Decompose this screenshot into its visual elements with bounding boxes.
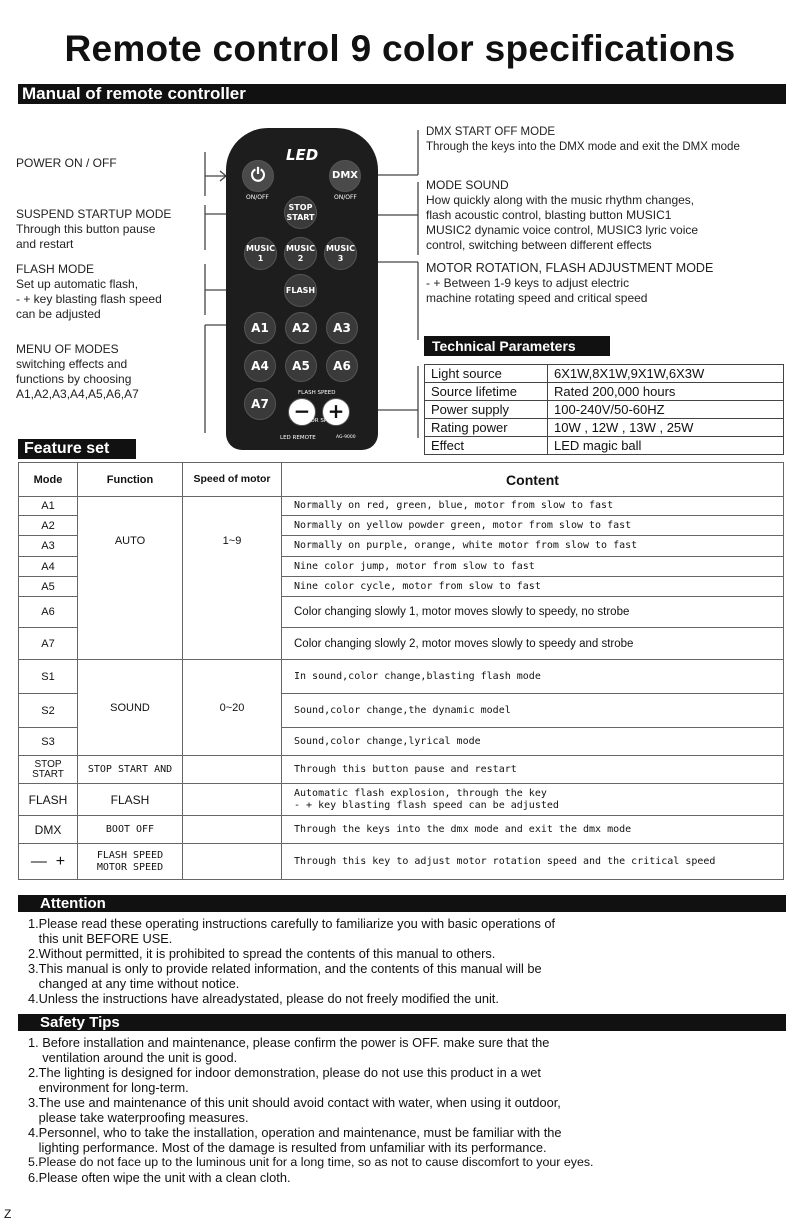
menu-line: functions by choosing	[16, 372, 132, 386]
flash-title: FLASH MODE	[16, 262, 95, 276]
list-item: ventilation around the unit is good.	[28, 1050, 238, 1065]
table-row	[425, 437, 784, 455]
list-item: 4.Unless the instructions have alreadystated, please do not freely modified the unit.	[28, 991, 499, 1006]
content-cell: Automatic flash explosion, through the key - + key blasting flash speed can be adjusted	[282, 784, 784, 816]
a5-button[interactable]: A5	[285, 350, 317, 382]
list-item: 4.Personnel, who to take the installation, operation and maintenance, must be familiar with the	[28, 1125, 562, 1140]
tech-table	[424, 364, 784, 455]
motor-line: - + Between 1-9 keys to adjust electric	[426, 276, 630, 290]
table-row	[19, 660, 784, 694]
speed-cell	[183, 844, 282, 880]
minus-button[interactable]: −	[288, 398, 316, 426]
flash-line: Set up automatic flash,	[16, 277, 139, 291]
tech-key: Source lifetime	[425, 383, 548, 401]
list-item: 3.The use and maintenance of this unit should avoid contact with water, when using it outdoor,	[28, 1095, 561, 1110]
tech-value: LED magic ball	[548, 437, 784, 455]
a3-button[interactable]: A3	[326, 312, 358, 344]
table-row	[425, 365, 784, 383]
suspend-title: SUSPEND STARTUP MODE	[16, 207, 172, 221]
tech-key: Power supply	[425, 401, 548, 419]
list-item: this unit BEFORE USE.	[28, 931, 173, 946]
list-item: 6.Please often wipe the unit with a clean cloth.	[28, 1170, 291, 1185]
sound-line: How quickly along with the music rhythm changes,	[426, 193, 695, 207]
dmx-text: Through the keys into the DMX mode and exit the DMX mode	[426, 141, 740, 153]
power-label: POWER ON / OFF	[16, 156, 117, 170]
speed-cell	[183, 784, 282, 816]
sound-line: control, switching between different effects	[426, 238, 652, 252]
motor-title: MOTOR ROTATION, FLASH ADJUSTMENT MODE	[426, 261, 714, 275]
function-cell: STOP START AND	[78, 756, 183, 784]
plus-button[interactable]: +	[322, 398, 350, 426]
dmx-button[interactable]: DMX	[329, 160, 361, 192]
tech-value: Rated 200,000 hours	[548, 383, 784, 401]
function-cell: FLASH SPEED MOTOR SPEED	[78, 844, 183, 880]
column-header: Mode	[19, 463, 78, 497]
content-cell: Color changing slowly 2, motor moves slowly to speedy and strobe	[282, 628, 784, 660]
mode-cell: — +	[19, 844, 78, 880]
column-header: Function	[78, 463, 183, 497]
tech-key: Rating power	[425, 419, 548, 437]
page-title: Remote control 9 color specifications	[64, 28, 736, 69]
table-row	[425, 401, 784, 419]
remote-footer-right: AG-9000	[336, 435, 356, 440]
mode-cell: A2	[19, 516, 78, 536]
suspend-label	[16, 207, 171, 252]
corner-mark: Z	[4, 1207, 12, 1221]
function-cell: SOUND	[78, 660, 183, 756]
mode-cell: A7	[19, 628, 78, 660]
remote-footer-left: LED REMOTE	[280, 435, 316, 441]
list-item: 3.This manual is only to provide related information, and the contents of this manual will be	[28, 961, 542, 976]
list-item: 5.Please do not face up to the luminous unit for a long time, so as not to cause discomfort to your eyes.	[28, 1155, 594, 1169]
attention-header: Attention	[18, 895, 786, 912]
table-row	[19, 756, 784, 784]
flash-line: - + key blasting flash speed	[16, 292, 162, 306]
content-cell: Through this key to adjust motor rotation speed and the critical speed	[282, 844, 784, 880]
speed-cell: 1~9	[183, 497, 282, 660]
flash-label	[16, 262, 162, 322]
list-item: 1. Before installation and maintenance, please confirm the power is OFF. make sure that the	[28, 1035, 550, 1050]
safety-list	[28, 1035, 798, 1185]
content-cell: In sound,color change,blasting flash mode	[282, 660, 784, 694]
tech-value: 10W , 12W , 13W , 25W	[548, 419, 784, 437]
mode-cell: A6	[19, 597, 78, 628]
flash-speed-text: FLASH SPEED	[298, 390, 336, 396]
content-cell: Through this button pause and restart	[282, 756, 784, 784]
music2-button[interactable]	[284, 237, 317, 270]
stop-text: STOP	[288, 203, 313, 212]
tech-header: Technical Parameters	[424, 336, 610, 356]
a7-button[interactable]: A7	[244, 388, 276, 420]
mode-cell: A4	[19, 557, 78, 577]
tech-value: 6X1W,8X1W,9X1W,6X3W	[548, 365, 784, 383]
motor-line: machine rotating speed and critical speed	[426, 291, 648, 305]
dmx-label	[426, 125, 740, 155]
list-item: environment for long-term.	[28, 1080, 189, 1095]
tech-value: 100-240V/50-60HZ	[548, 401, 784, 419]
safety-header: Safety Tips	[18, 1014, 786, 1031]
remote-brand: LED	[286, 146, 319, 164]
sound-label	[426, 178, 698, 253]
stop-start-button[interactable]	[284, 196, 317, 229]
mode-cell: A1	[19, 497, 78, 516]
motor-label	[426, 261, 713, 306]
suspend-line: Through this button pause	[16, 222, 156, 236]
content-cell: Through the keys into the dmx mode and exit the dmx mode	[282, 816, 784, 844]
table-row	[19, 816, 784, 844]
a6-button[interactable]: A6	[326, 350, 358, 382]
sound-title: MODE SOUND	[426, 178, 509, 192]
list-item: lighting performance. Most of the damage is resulted from unfamiliar with its performance.	[28, 1140, 547, 1155]
list-item: 2.Without permitted, it is prohibited to spread the contents of this manual to others.	[28, 946, 496, 961]
mode-cell: A5	[19, 577, 78, 597]
table-header-row	[19, 463, 784, 497]
music1-num: 1	[257, 254, 264, 263]
content-cell: Color changing slowly 1, motor moves slowly to speedy, no strobe	[282, 597, 784, 628]
mode-cell: S2	[19, 694, 78, 728]
music1-text: MUSIC	[245, 244, 276, 253]
mode-cell: A3	[19, 536, 78, 557]
function-cell: FLASH	[78, 784, 183, 816]
content-cell: Normally on red, green, blue, motor from slow to fast	[282, 497, 784, 516]
column-header: Content	[282, 463, 784, 497]
mode-cell: S3	[19, 728, 78, 756]
power-button[interactable]: ⏻	[242, 160, 274, 192]
mode-cell: FLASH	[19, 784, 78, 816]
music2-num: 2	[297, 254, 304, 263]
music1-button[interactable]	[244, 237, 277, 270]
table-row	[425, 419, 784, 437]
content-cell: Nine color jump, motor from slow to fast	[282, 557, 784, 577]
motor-speed-text: MOTOR SPEED	[298, 418, 339, 424]
mode-cell: STOP START	[19, 756, 78, 784]
music3-text: MUSIC	[325, 244, 356, 253]
content-cell: Normally on yellow powder green, motor from slow to fast	[282, 516, 784, 536]
a4-button[interactable]: A4	[244, 350, 276, 382]
music2-text: MUSIC	[285, 244, 316, 253]
music3-button[interactable]	[324, 237, 357, 270]
content-cell: Nine color cycle, motor from slow to fast	[282, 577, 784, 597]
attention-list	[28, 916, 798, 1006]
table-row	[19, 497, 784, 516]
feature-table	[18, 462, 784, 880]
suspend-line: and restart	[16, 237, 74, 251]
list-item: 2.The lighting is designed for indoor demonstration, please do not use this product in a wet	[28, 1065, 541, 1080]
column-header: Speed of motor	[183, 463, 282, 497]
sound-line: MUSIC2 dynamic voice control, MUSIC3 lyric voice	[426, 223, 699, 237]
music3-num: 3	[337, 254, 344, 263]
table-row	[425, 383, 784, 401]
table-row	[19, 784, 784, 816]
content-cell: Normally on purple, orange, white motor from slow to fast	[282, 536, 784, 557]
dmx-title: DMX START OFF MODE	[426, 126, 556, 138]
speed-cell: 0~20	[183, 660, 282, 756]
start-text: START	[286, 213, 315, 222]
menu-line: A1,A2,A3,A4,A5,A6,A7	[16, 387, 139, 401]
mode-cell: S1	[19, 660, 78, 694]
menu-line: switching effects and	[16, 357, 128, 371]
menu-line: MENU OF MODES	[16, 342, 119, 356]
remote-control	[226, 128, 378, 450]
mode-cell: DMX	[19, 816, 78, 844]
content-cell: Sound,color change,lyrical mode	[282, 728, 784, 756]
a1-button[interactable]: A1	[244, 312, 276, 344]
manual-section-header: Manual of remote controller	[18, 84, 786, 104]
content-cell: Sound,color change,the dynamic model	[282, 694, 784, 728]
flash-button[interactable]: FLASH	[284, 274, 317, 307]
sound-line: flash acoustic control, blasting button MUSIC1	[426, 208, 672, 222]
feature-header: Feature set	[18, 439, 136, 459]
a2-button[interactable]: A2	[285, 312, 317, 344]
speed-cell	[183, 756, 282, 784]
power-on-off-text: ON/OFF	[246, 194, 269, 201]
tech-key: Effect	[425, 437, 548, 455]
list-item: 1.Please read these operating instructions carefully to familiarize you with basic operations of	[28, 916, 556, 931]
speed-cell	[183, 816, 282, 844]
dmx-on-off-text: ON/OFF	[334, 194, 357, 201]
list-item: please take waterproofing measures.	[28, 1110, 249, 1125]
table-row	[19, 844, 784, 880]
list-item: changed at any time without notice.	[28, 976, 240, 991]
tech-key: Light source	[425, 365, 548, 383]
function-cell: AUTO	[78, 497, 183, 660]
function-cell: BOOT OFF	[78, 816, 183, 844]
menu-label	[16, 342, 139, 402]
flash-line: can be adjusted	[16, 307, 101, 321]
